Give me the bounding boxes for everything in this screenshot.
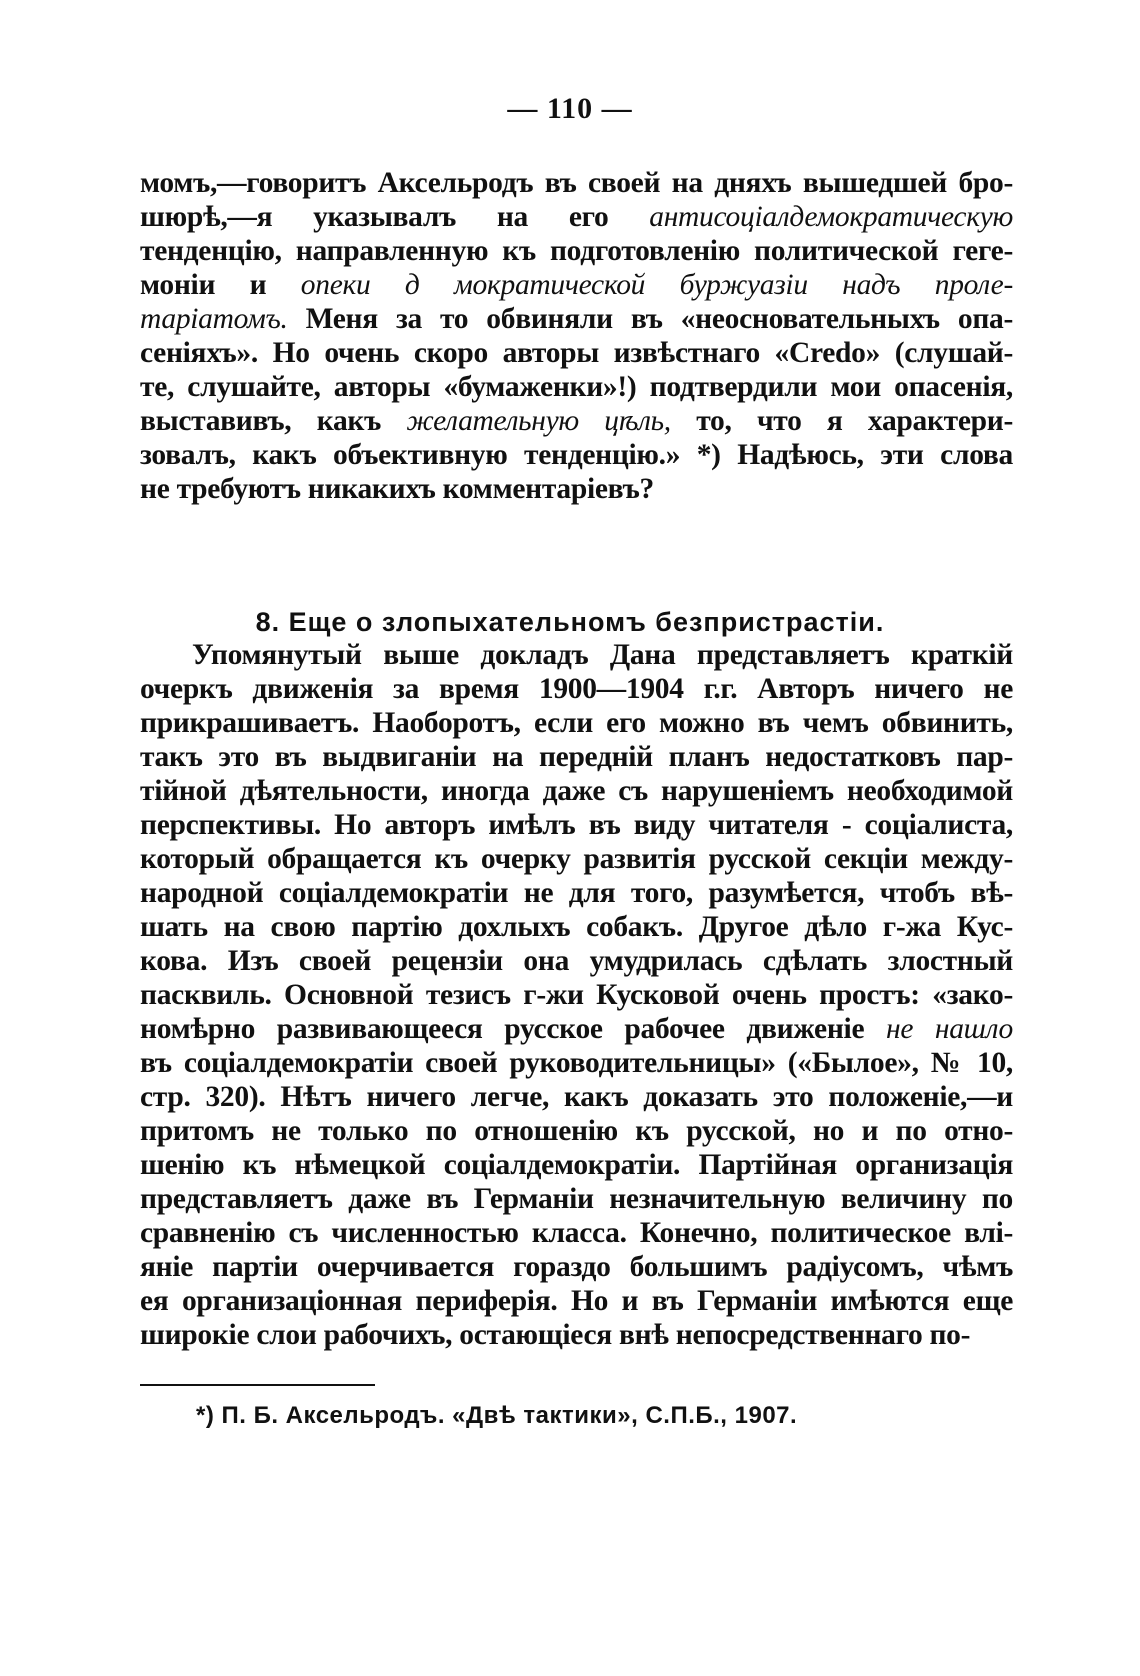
paragraph-main	[140, 638, 1013, 1352]
text-line	[140, 808, 1013, 842]
text-line	[140, 944, 1013, 978]
text-line	[140, 472, 1013, 506]
italic-phrase: таріатомъ.	[140, 303, 288, 335]
text-run: номѣрно развивающееся русское рабочее движеніе	[140, 1013, 886, 1045]
paragraph-continued	[140, 166, 1013, 506]
text-run: яніе партіи очерчивается гораздо большимъ радіусомъ, чѣмъ	[140, 1251, 1013, 1283]
text-run: народной соціалдемократіи не для того, разумѣется, чтобъ вѣ-	[140, 877, 1013, 909]
text-line	[140, 268, 1013, 302]
text-line	[140, 404, 1013, 438]
text-line	[140, 438, 1013, 472]
text-run: въ соціалдемократіи своей руководительницы» («Былое», № 10,	[140, 1047, 1013, 1079]
text-run: моніи и	[140, 269, 301, 301]
italic-phrase: не нашло	[886, 1013, 1013, 1045]
text-run: притомъ не только по отношенію къ русской, но и по отно-	[140, 1115, 1013, 1147]
text-run: тійной дѣятельности, иногда даже съ нарушеніемъ необходимой	[140, 775, 1013, 807]
text-line	[140, 370, 1013, 404]
text-line	[140, 910, 1013, 944]
italic-phrase: антисоціалдемократическую	[649, 201, 1013, 233]
page-number: — 110 —	[507, 92, 633, 125]
text-run: очеркъ движенія за время 1900—1904 г.г. Авторъ ничего не	[140, 673, 1013, 705]
text-line	[140, 1080, 1013, 1114]
text-line	[140, 1318, 1013, 1352]
footnote-divider	[140, 1384, 375, 1386]
text-run: представляетъ даже въ Германіи незначительную величину по	[140, 1183, 1013, 1215]
text-run: не требуютъ никакихъ комментаріевъ?	[140, 473, 654, 505]
text-line	[140, 706, 1013, 740]
section-heading: 8. Еще о злопыхательномъ безпристрастіи.	[255, 607, 885, 637]
text-run: стр. 320). Нѣтъ ничего легче, какъ доказать это положеніе,—и	[140, 1081, 1013, 1113]
text-line	[140, 1012, 1013, 1046]
text-run: тенденцію, направленную къ подготовленію политической геге-	[140, 235, 1013, 267]
text-run: пасквиль. Основной тезисъ г-жи Кусковой очень простъ: «зако-	[140, 979, 1013, 1011]
text-run: сравненію съ численностью класса. Конечно, политическое влі-	[140, 1217, 1013, 1249]
text-run: Упомянутый выше докладъ Дана представляетъ краткій	[192, 639, 1013, 671]
text-line	[140, 978, 1013, 1012]
text-line	[140, 740, 1013, 774]
text-line	[140, 1216, 1013, 1250]
text-run: шюрѣ,—я указывалъ на его	[140, 201, 650, 233]
text-run: Меня за то обвиняли въ «неосновательныхъ опа-	[287, 303, 1013, 335]
text-run: шенію къ нѣмецкой соціалдемократіи. Партійная организація	[140, 1149, 1013, 1181]
text-line	[140, 774, 1013, 808]
text-line	[140, 200, 1013, 234]
text-run: прикрашиваетъ. Наоборотъ, если его можно въ чемъ обвинить,	[140, 707, 1013, 739]
text-run: широкіе слои рабочихъ, остающіеся внѣ непосредственнаго по-	[140, 1319, 971, 1351]
text-line	[140, 1148, 1013, 1182]
text-run: кова. Изъ своей рецензіи она умудрилась сдѣлать злостный	[140, 945, 1013, 977]
italic-phrase: желательную цѣль,	[406, 405, 671, 437]
italic-phrase: опеки д мократической буржуазіи надъ проле-	[300, 269, 1013, 301]
text-line	[140, 1284, 1013, 1318]
text-run: перспективы. Но авторъ имѣлъ въ виду читателя - соціалиста,	[140, 809, 1013, 841]
text-run: зовалъ, какъ объективную тенденцію.» *) Надѣюсь, эти слова	[140, 439, 1013, 471]
text-run: момъ,—говоритъ Аксельродъ въ своей на дняхъ вышедшей бро-	[140, 167, 1013, 199]
text-line	[140, 302, 1013, 336]
text-line	[140, 1046, 1013, 1080]
text-line	[140, 1250, 1013, 1284]
footnote: *) П. Б. Аксельродъ. «Двѣ тактики», С.П.Б., 1907.	[196, 1402, 798, 1429]
text-line	[140, 876, 1013, 910]
text-run: ея организаціонная периферія. Но и въ Германіи имѣются еще	[140, 1285, 1013, 1317]
text-run: то, что я характери-	[670, 405, 1013, 437]
text-run: сеніяхъ». Но очень скоро авторы извѣстнаго «Credo» (слушай-	[140, 337, 1013, 369]
text-line	[140, 1114, 1013, 1148]
text-line	[140, 842, 1013, 876]
text-run: такъ это въ выдвиганіи на передній планъ недостатковъ пар-	[140, 741, 1013, 773]
text-line	[140, 166, 1013, 200]
text-run: те, слушайте, авторы «бумаженки»!) подтвердили мои опасенія,	[140, 371, 1013, 403]
text-line	[140, 1182, 1013, 1216]
text-line	[140, 234, 1013, 268]
text-line	[140, 638, 1013, 672]
text-run: шать на свою партію дохлыхъ собакъ. Другое дѣло г-жа Кус-	[140, 911, 1013, 943]
text-line	[140, 336, 1013, 370]
text-line	[140, 672, 1013, 706]
text-run: который обращается къ очерку развитія русской секціи между-	[140, 843, 1013, 875]
text-run: выставивъ, какъ	[140, 405, 407, 437]
